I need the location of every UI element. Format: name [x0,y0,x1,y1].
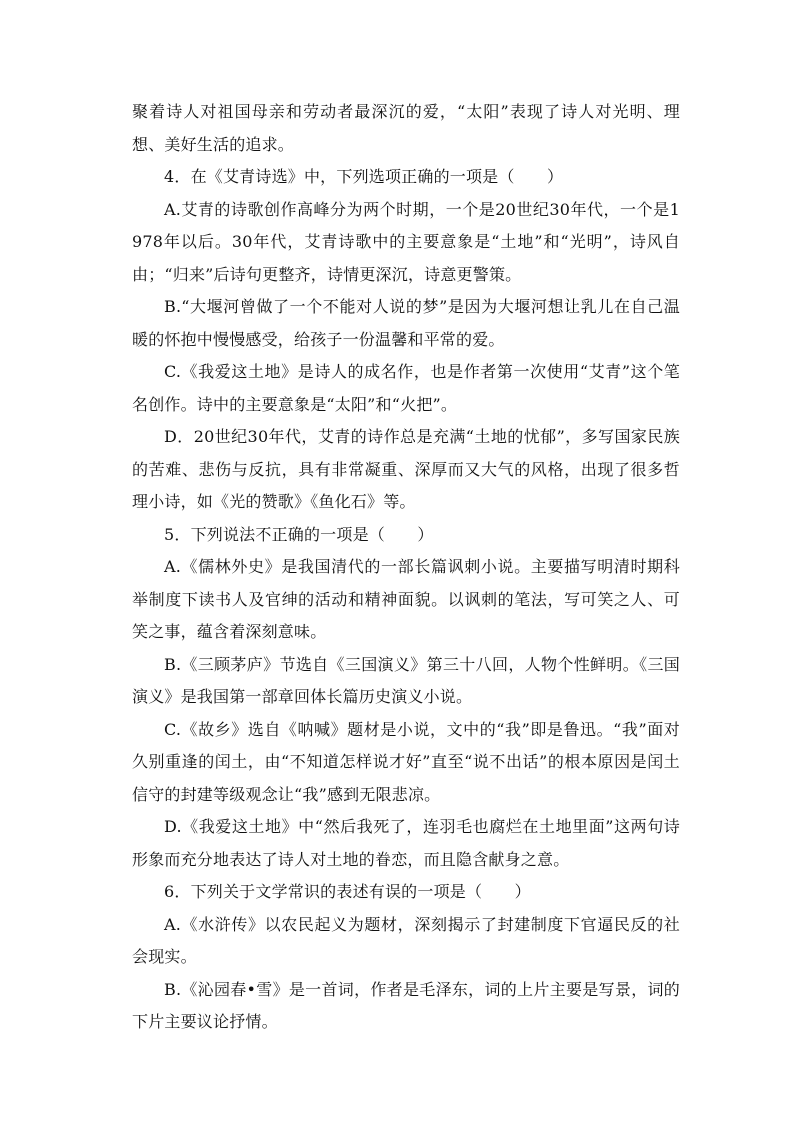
question-6-stem: 6．下列关于文学常识的表述有误的一项是（ ） [164,882,531,901]
question-4-option-c: C.《我爱这土地》是诗人的成名作，也是作者第一次使用“艾青”这个笔名创作。诗中的主要意象是“太阳”和“火把”。 [132,362,680,414]
question-5-option-d: D.《我爱这土地》中“然后我死了，连羽毛也腐烂在土地里面”这两句诗形象而充分地表达了诗人对土地的眷恋，而且隐含献身之意。 [132,817,680,869]
paragraph-continued-text: 聚着诗人对祖国母亲和劳动者最深沉的爱，“太阳”表现了诗人对光明、理想、美好生活的追求。 [132,102,680,154]
question-4-stem: 4．在《艾青诗选》中，下列选项正确的一项是（ ） [164,167,564,186]
question-6-option-a: A.《水浒传》以农民起义为题材，深刻揭示了封建制度下官逼民反的社会现实。 [132,914,680,966]
document-body [132,96,680,1039]
question-5-option-b: B.《三顾茅庐》节选自《三国演义》第三十八回，人物个性鲜明。《三国演义》是我国第一部章回体长篇历史演义小说。 [132,654,680,706]
question-5-option-c: C.《故乡》选自《呐喊》题材是小说，文中的“我”即是鲁迅。“我”面对久别重逢的闰土，由“不知道怎样说才好”直至“说不出话”的根本原因是闰土信守的封建等级观念让“我”感到无限悲凉。 [132,719,680,804]
question-4-option-a: A.艾青的诗歌创作高峰分为两个时期，一个是20世纪30年代，一个是1978年以后。30年代，艾青诗歌中的主要意象是“土地”和“光明”，诗风自由；“归来”后诗句更整齐，诗情更深沉，诗意更警策。 [132,199,680,284]
question-6-option-b: B.《沁园春•雪》是一首词，作者是毛泽东，词的上片主要是写景，词的下片主要议论抒情。 [132,979,680,1031]
question-4-option-d: D．20世纪30年代，艾青的诗作总是充满“土地的忧郁”，多写国家民族的苦难、悲伤与反抗，具有非常凝重、深厚而又大气的风格，出现了很多哲理小诗，如《光的赞歌》《鱼化石》等。 [132,427,680,511]
question-5-option-a: A.《儒林外史》是我国清代的一部长篇讽刺小说。主要描写明清时期科举制度下读书人及官绅的活动和精神面貌。以讽刺的笔法，写可笑之人、可笑之事，蕴含着深刻意味。 [132,557,680,641]
question-5-stem: 5．下列说法不正确的一项是（ ） [164,524,434,544]
question-4-option-b: B.“大堰河曾做了一个不能对人说的梦”是因为大堰河想让乳儿在自己温暖的怀抱中慢慢感受，给孩子一份温馨和平常的爱。 [132,297,680,349]
